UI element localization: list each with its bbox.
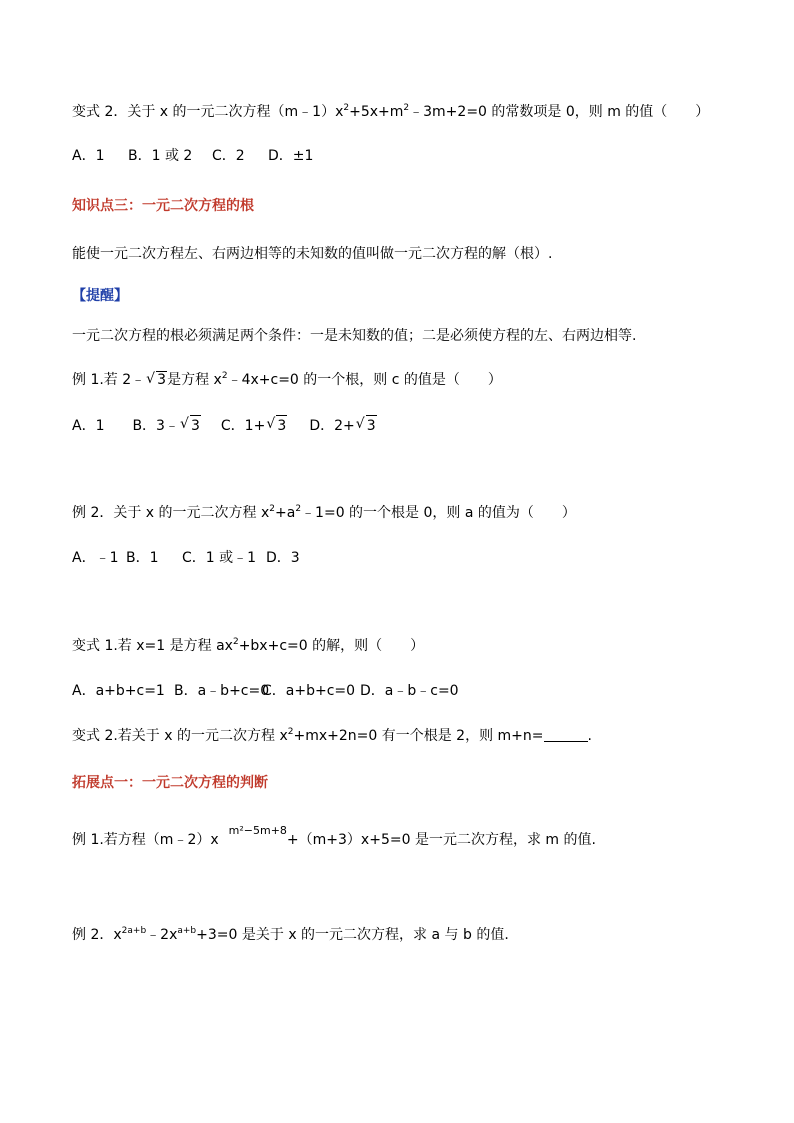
- option-c: [221, 415, 305, 436]
- text-part: B．3﹣: [132, 418, 179, 434]
- text-part: +a: [275, 505, 296, 521]
- radicand: 3: [190, 415, 201, 436]
- bianshi2-options: [72, 146, 313, 166]
- superscript: 2: [295, 504, 302, 514]
- text-part: ﹣2x: [146, 927, 178, 943]
- superscript: a+b: [177, 926, 197, 936]
- text-part: .: [587, 728, 592, 744]
- bianshi1-options: [72, 681, 459, 701]
- radicand: 3: [276, 415, 287, 436]
- option-b: B．1: [126, 550, 159, 566]
- option-d: D．±1: [268, 148, 314, 164]
- text-part: +3=0 是关于 x 的一元二次方程，求 a 与 b 的值.: [196, 927, 509, 943]
- text-part: +bx+c=0 的解，则（ ）: [238, 638, 425, 654]
- text-part: 例 2．x: [72, 927, 122, 943]
- text-part: C．1+: [220, 418, 266, 434]
- superscript: 2: [403, 103, 410, 113]
- option-b: [132, 415, 216, 436]
- bianshi1-question: [72, 636, 424, 656]
- superscript: 2: [232, 637, 239, 647]
- text-part: 变式 1.若 x=1 是方程 ax: [72, 638, 233, 654]
- sqrt-symbol: √ 3: [179, 416, 200, 434]
- superscript: 2a+b: [121, 926, 147, 936]
- text-part: 例 2．关于 x 的一元二次方程 x: [72, 505, 270, 521]
- radicand: 3: [366, 415, 377, 436]
- text-part: +mx+2n=0 有一个根是 2，则 m+n=: [293, 728, 544, 744]
- text-part: 变式 2．关于 x 的一元二次方程（m﹣1）x: [72, 104, 344, 120]
- example-1-options: [72, 415, 377, 436]
- reminder-text: 一元二次方程的根必须满足两个条件：一是未知数的值；二是必须使方程的左、右两边相等.: [72, 328, 637, 344]
- superscript: 2: [343, 103, 350, 113]
- option-a: A．a+b+c=1: [72, 683, 165, 699]
- extension-example-2: [72, 925, 509, 945]
- option-c: C．2: [212, 148, 245, 164]
- text-part: +5x+m: [349, 104, 404, 120]
- example-2-options: [72, 548, 300, 568]
- extension-example-1: [72, 824, 596, 850]
- option-d: D．3: [266, 550, 300, 566]
- text-part: 例 1.若 2﹣: [72, 372, 146, 388]
- text-part: D．2+: [309, 418, 355, 434]
- text-part: 例 1.若方程（m﹣2）x: [72, 832, 219, 848]
- example-1-question: [72, 370, 502, 390]
- text-part: ﹣4x+c=0 的一个根，则 c 的值是（ ）: [227, 372, 502, 388]
- option-d: D．a﹣b﹣c=0: [360, 683, 459, 699]
- text-part: 是方程 x: [167, 372, 222, 388]
- bianshi2-question: [72, 102, 709, 122]
- exponent: m²−5m+8: [228, 824, 287, 837]
- sqrt-symbol: √ 3: [266, 416, 287, 434]
- example-2-question: [72, 503, 576, 523]
- definition-text: 能使一元二次方程左、右两边相等的未知数的值叫做一元二次方程的解（根）.: [72, 246, 553, 262]
- answer-blank[interactable]: [544, 727, 588, 742]
- section-heading: 知识点三：一元二次方程的根: [72, 198, 254, 214]
- sqrt-symbol: √ 3: [146, 371, 167, 388]
- text-part: ﹣1=0 的一个根是 0，则 a 的值为（ ）: [301, 505, 576, 521]
- option-b: B．1 或 2: [128, 148, 193, 164]
- text-part: 变式 2.若关于 x 的一元二次方程 x: [72, 728, 288, 744]
- option-c: C．a+b+c=0: [262, 683, 356, 699]
- bianshi2-fill-question: [72, 726, 592, 746]
- extension-heading: 拓展点一：一元二次方程的判断: [72, 775, 268, 791]
- option-b: B．a﹣b+c=0: [174, 683, 270, 699]
- option-a: A．1: [72, 418, 105, 434]
- sqrt-symbol: √ 3: [355, 416, 376, 434]
- superscript: 2: [221, 371, 228, 381]
- text-part: ﹣3m+2=0 的常数项是 0，则 m 的值（ ）: [409, 104, 710, 120]
- option-d: [309, 415, 376, 436]
- option-a: A．1: [72, 148, 105, 164]
- reminder-heading: 【提醒】: [72, 288, 128, 304]
- radicand: 3: [157, 372, 167, 388]
- option-c: C．1 或﹣1: [182, 550, 257, 566]
- superscript: 2: [287, 727, 294, 737]
- superscript: 2: [269, 504, 276, 514]
- text-part: +（m+3）x+5=0 是一元二次方程，求 m 的值.: [286, 832, 596, 848]
- option-a: A．﹣1: [72, 550, 119, 566]
